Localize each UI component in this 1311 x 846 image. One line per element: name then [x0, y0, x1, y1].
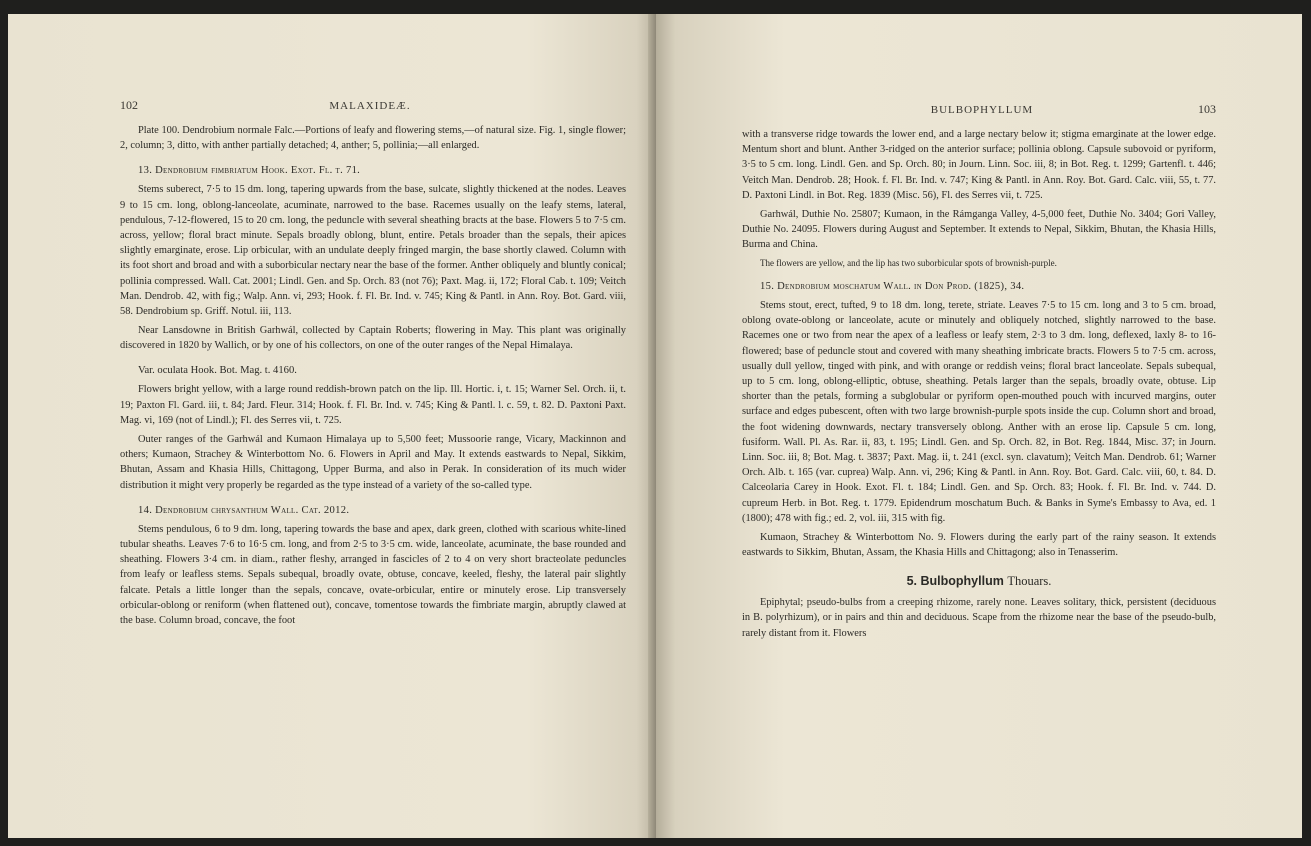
species-15-heading: 15. Dendrobium moschatum Wall. in Don Prod. (1825), 34. [760, 281, 1025, 293]
species-14-description: Stems pendulous, 6 to 9 dm. long, tapering towards the base and apex, dark green, clothed with scarious white-lined tubular sheaths. Leaves 7·6 to 16·5 cm. long, and from 2·5 to 3·5 cm. wide, lanceolate, acuminate, the base rounded and sheathing. Flowers 3·4 cm. in diam., rather fleshy, arranged in fascicles of 2 to 4 on very short bracteolate peduncles from leafy or leafless stems. Sepals subequal, broadly ovate, obtuse, concave, keeled, fleshy, the lateral pair slightly falcate. Petals a little longer than the sepals, concave, ovate-orbicular, entire or minutely erose. Lip transversely orbicular-oblong or reniform (when flattened out), concave, tomentose towards the fimbriate margin, abruptly clawed at the base. Column broad, concave, the foot [120, 523, 626, 626]
species-14-heading: 14. Dendrobium chrysanthum Wall. Cat. 2012. [138, 504, 350, 516]
flower-note: The flowers are yellow, and the lip has two suborbicular spots of brownish-purple. [760, 257, 1057, 268]
right-running-head [742, 102, 1216, 117]
genus-author: Thouars. [1007, 574, 1052, 589]
species-13-description: Stems suberect, 7·5 to 15 dm. long, tapering upwards from the base, sulcate, slightly thickened at the nodes. Leaves 9 to 15 cm. long, oblong-lanceolate, acuminate, narrowed to the base. Racemes usually on the leafy stems, lateral, pendulous, 7-12-flowered, 15 to 20 cm. long, the peduncle with several sheathing bracts at the base. Flowers 5 to 7·5 cm. across, yellow; floral bract minute. Sepals broadly oblong, blunt, entire. Petals broader than the sepals, their apices slightly emarginate, erose. Lip orbicular, with an undulate deeply fringed margin, the base shortly clawed. Column with its foot short and broad and with a suborbicular nectary near the base of the former. Anther obliquely and bluntly conical; pollinia compressed. Wall. Cat. 2001; Lindl. Gen. and Sp. Orch. 83 (not 76); Paxt. Mag. ii, 172; Floral Cab. t. 109; Veitch Man. Dendrob. 42, with fig.; Walp. Ann. vi, 293; Hook. f. Fl. Br. Ind. v. 745; King & Pantl. in Ann. Roy. Bot. Gard. viii, 58. Dendrobium sp. Griff. Notul. iii, 113. [120, 184, 626, 317]
left-running-head [120, 98, 626, 113]
left-page [8, 14, 656, 838]
genus-title: 5. Bulbophyllum [906, 574, 1004, 589]
left-page-number: 102 [120, 98, 138, 112]
right-page-number: 103 [1197, 102, 1216, 116]
plate-caption: Plate 100. Dendrobium normale Falc.—Portions of leafy and flowering stems,—of natural size. Fig. 1, single flower; 2, column; 3, ditto, with anther partially detached; 4, anther; 5, pollinia;—all enlarged. [120, 125, 626, 152]
genus-heading [742, 574, 1216, 589]
continued-description: with a transverse ridge towards the lower end, and a large nectary below it; stigma emarginate at the lower edge. Mentum short and blunt. Anther 3-ridged on the anterior surface; pollinia oblong. Capsule subovoid or pyriform, 3·5 to 5 cm. long. Lindl. Gen. and Sp. Orch. 80; in Journ. Linn. Soc. iii, 8; in Bot. Reg. t. 1299; Gartenfl. t. 446; Veitch Man. Dendrob. 28; Hook. f. Fl. Br. Ind. v. 747; King & Pantl. in Ann. Roy. Bot. Gard. Calc. viii, 55, t. 77. D. Paxtoni Lindl. in Bot. Reg. 1839 (Misc. 56), Fl. des Serres vii, t. 725. [742, 129, 1216, 201]
continued-locality: Garhwál, Duthie No. 25807; Kumaon, in the Rámganga Valley, 4-5,000 feet, Duthie No. 3404; Gori Valley, Duthie No. 24095. Flowers during August and September. It extends to Nepal, Sikkim, Bhutan, the Khasia Hills, Burma and China. [742, 208, 1216, 251]
species-15-locality: Kumaon, Strachey & Winterbottom No. 9. Flowers during the early part of the rainy season. It extends eastwards to Sikkim, Bhutan, Assam, the Khasia Hills and Chittagong; also in Tenasserim. [742, 531, 1216, 559]
right-running-title: BULBOPHYLLUM [930, 104, 1034, 116]
species-13-locality: Near Lansdowne in British Garhwál, collected by Captain Roberts; flowering in May. This plant was originally discovered in 1820 by Wallich, or by one of his collectors, on one of the outer ranges of the Nepal Himalaya. [120, 325, 626, 352]
right-page [656, 14, 1302, 838]
variety-locality: Outer ranges of the Garhwál and Kumaon Himalaya up to 5,500 feet; Mussoorie range, Vicary, Mackinnon and others; Kumaon, Strachey & Winterbottom No. 6. Flowers in April and May. It extends eastwards to Nepal, Sikkim, Bhutan, Assam and Khasia Hills, Chittagong, Upper Burma, and also in Perak. In consideration of its much wider distribution it might very properly be regarded as the type instead of a variety of the so-called type. [120, 434, 626, 491]
species-13-heading: 13. Dendrobium fimbriatum Hook. Exot. Fl. t. 71. [138, 165, 361, 177]
species-15-description: Stems stout, erect, tufted, 9 to 18 dm. long, terete, striate. Leaves 7·5 to 15 cm. long and 3 to 5 cm. broad, oblong ovate-oblong or lanceolate, acute or minutely and obliquely notched, slightly narrowed to the base. Racemes one or two from near the apex of a leafless or leafy stem, 2·3 to 3 dm. long, deflexed, laxly 8- to 16-flowered; base of peduncle stout and covered with many sheathing imbricate bracts. Flowers 5 to 7·5 cm. across, usually dull yellow, tinged with pink, and with orange or reddish veins; floral bract lanceolate. Sepals subequal, up to 5 cm. long, oblong-elliptic, obtuse, sheathing. Petals larger than the sepals, broadly ovate, obtuse. Lip shorter than the petals, forming a subglobular or pyriform open-mouthed pouch with incurved margins, outer surface and edges pubescent, often with two large brownish-purple spots inside the cup. Column short and broad, the foot widening downwards, nectary transversely oblong. Anther with an erose lip. Capsule 5 cm. long, fusiform. Wall. Pl. As. Rar. ii, 83, t. 195; Lindl. Gen. and Sp. Orch. 82, in Bot. Reg. 1844, Misc. 37; in Journ. Linn. Soc. iii, 8; Bot. Mag. t. 3837; Paxt. Mag. ii, t. 241 (excl. syn. clavatum); Veitch Man. Dendrob. 61; Warner Orch. Alb. t. 165 (var. cuprea) Walp. Ann. vi, 296; King & Pantl. in Ann. Roy. Bot. Gard. Calc. viii, 60, t. 84. D. Calceolaria Carey in Hook. Exot. Fl. t. 184; Lindl. Gen. and Sp. Orch. 83; Hook. f. Fl. Br. Ind. v. 744. D. cupreum Herb. in Bot. Reg. t. 1779. Epidendrum moschatum Buch. & Banks in Syme's Embassy to Ava, ed. 1 (1800); 478 with fig.; ed. 2, vol. iii, 315 with fig. [742, 300, 1216, 524]
variety-description: Flowers bright yellow, with a large round reddish-brown patch on the lip. Ill. Hortic. i, t. 15; Warner Sel. Orch. ii, t. 19; Paxton Fl. Gard. iii, t. 84; Jard. Fleur. 314; Hook. f. Fl. Br. Ind. v. 745; King & Pantl. l. c. 59, t. 82. D. Paxtoni Paxt. Mag. vi, 169 (not of Lindl.); Fl. des Serres vii, t. 725. [120, 384, 626, 426]
variety-heading: Var. oculata Hook. Bot. Mag. t. 4160. [138, 365, 297, 377]
genus-description: Epiphytal; pseudo-bulbs from a creeping rhizome, rarely none. Leaves solitary, thick, persistent (deciduous in B. polyrhizum), or in pairs and thin and deciduous. Scape from the rhizome near the base of the pseudo-bulb, rarely distant from it. Flowers [742, 597, 1216, 639]
left-running-title: MALAXIDEÆ. [329, 100, 411, 112]
